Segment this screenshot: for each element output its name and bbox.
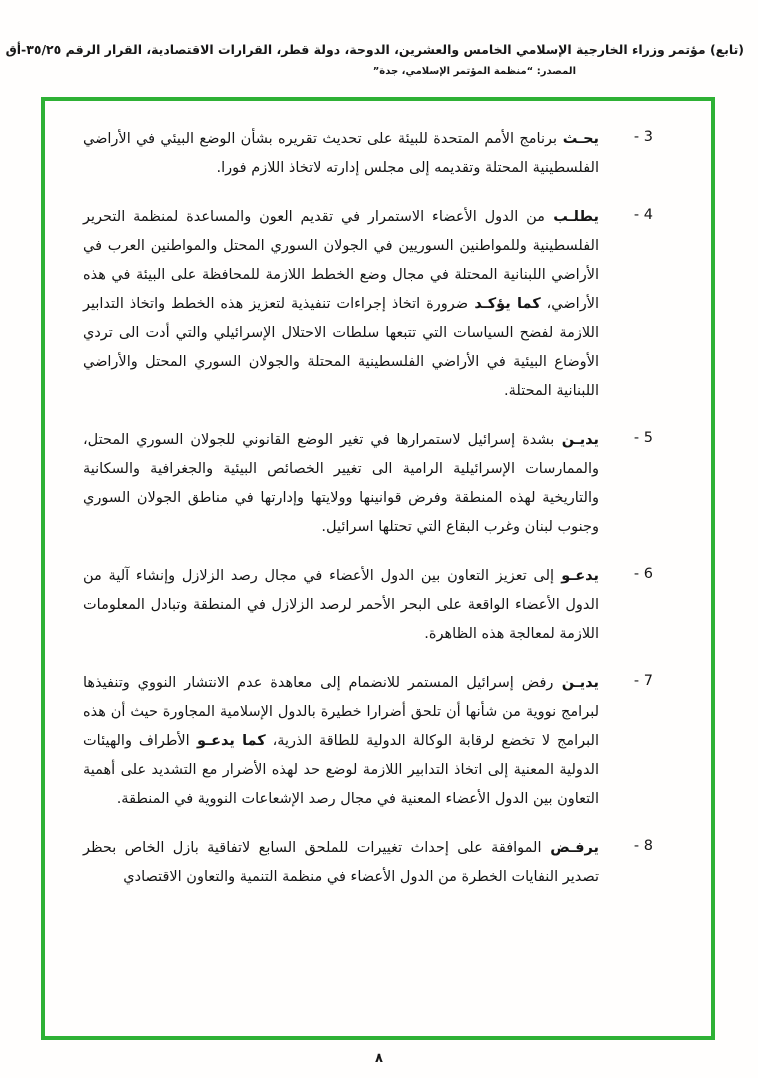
page-number: ٨ [375,1051,383,1066]
content-border-box [41,97,715,1040]
document-header [5,42,744,77]
header-source: المصدر: “منظمة المؤتمر الإسلامي، جدة” [372,66,576,77]
item-number: 8 - [633,838,653,854]
list-item [83,125,653,183]
item-text: يديـن رفض إسرائيل المستمر للانضمام إلى معاهدة عدم الانتشار النووي وتنفيذها لبرامج نووية من شأنها أن تلحق أضرارا خطيرة بالدول الإسلامية المجاورة حيث أن هذه البرامج لا تخضع لرقابة الوكالة الدولية للطاقة الذرية، كما يدعـو الأطراف والهيئات الدولية المعنية إلى اتخاذ التدابير اللازمة لوضع حد لهذه الأضرار مع التشديد على أهمية التعاون بين الدول الأعضاء المعنية في مجال رصد الإشعاعات النووية في المنطقة. [83,675,599,807]
list-item [83,203,653,406]
item-text: يرفـض الموافقة على إحداث تغييرات للملحق السابع لاتفاقية بازل الخاص بحظر تصدير النفايات الخطرة من الدول الأعضاء في منظمة التنمية والتعاون الاقتصادي [83,840,599,885]
item-number: 3 - [633,129,653,145]
list-item [83,834,653,892]
item-number: 6 - [633,566,653,582]
item-number: 5 - [633,430,653,446]
resolution-list [45,101,711,920]
list-item [83,426,653,542]
list-item [83,669,653,814]
item-number: 7 - [633,673,653,689]
item-text: يطلـب من الدول الأعضاء الاستمرار في تقديم العون والمساعدة لمنظمة التحرير الفلسطينية وللمواطنين السوريين في الجولان السوري المحتل والمواطنين العرب في الأراضي اللبنانية المحتلة في مجال وضع الخطط اللازمة للمحافظة على البيئة في هذه الأراضي، كما يؤكـد ضرورة اتخاذ إجراءات تنفيذية لتعزيز هذه الخطط واتخاذ التدابير اللازمة لفضح السياسات التي تتبعها سلطات الاحتلال الإسرائيلي والتي أدت الى تردي الأوضاع البيئية في الأراضي الفلسطينية المحتلة والجولان السوري المحتل والأراضي اللبنانية المحتلة. [83,209,599,399]
item-text: يديـن بشدة إسرائيل لاستمرارها في تغير الوضع القانوني للجولان السوري المحتل، والممارسات الإسرائيلية الرامية الى تغيير الخصائص البيئية والجغرافية والسكانية والتاريخية لهذه المنطقة وفرض قوانينها وولايتها وإدارتها في مناطق الجولان السوري وجنوب لبنان وغرب البقاع التي تحتلها اسرائيل. [83,432,599,535]
item-text: يدعـو إلى تعزيز التعاون بين الدول الأعضاء في مجال رصد الزلازل وإنشاء آلية من الدول الأعضاء الواقعة على البحر الأحمر لرصد الزلازل في المنطقة وتبادل المعلومات اللازمة لمعالجة هذه الظاهرة. [83,568,599,642]
list-item [83,562,653,649]
item-text: يحـث برنامج الأمم المتحدة للبيئة على تحديث تقريره بشأن الوضع البيئي في الأراضي الفلسطينية المحتلة وتقديمه إلى مجلس إدارته لاتخاذ اللازم فورا. [83,131,599,176]
item-number: 4 - [633,207,653,223]
header-title: (تابع) مؤتمر وزراء الخارجية الإسلامي الخامس والعشرين، الدوحة، دولة قطر، القرارات الاقتصادية، القرار الرقم ٣٥/٢٥-أق [5,42,744,57]
